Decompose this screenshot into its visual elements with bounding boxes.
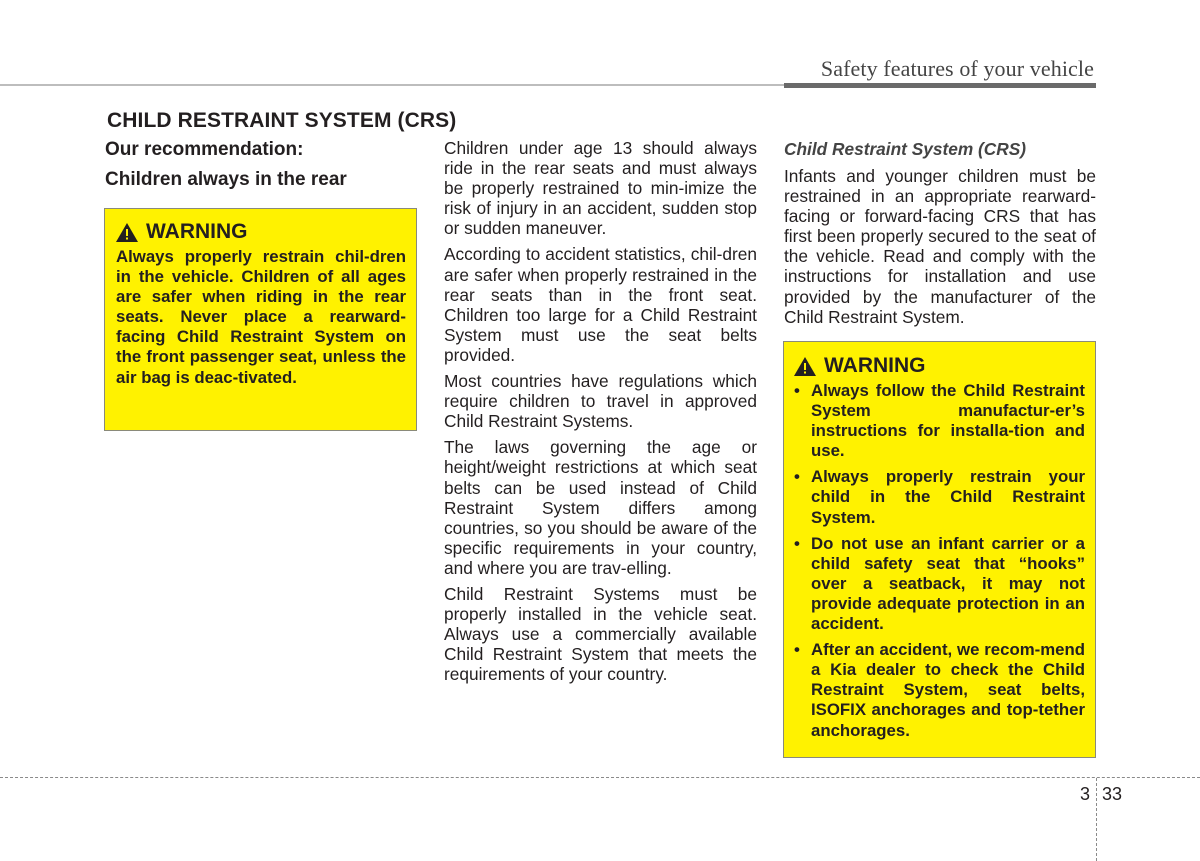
column-right — [784, 138, 1096, 333]
header-rule-accent — [784, 83, 1096, 88]
list-item: • Do not use an infant carrier or a child safety seat that “hooks” over a seatback, it may not provide adequate protection in an accident. — [794, 534, 1085, 634]
crs-subheading: Child Restraint System (CRS) — [784, 139, 1026, 159]
warning-title: WARNING — [146, 220, 248, 243]
warning-heading — [116, 220, 406, 244]
children-rear-subhead: Children always in the rear — [105, 169, 347, 190]
list-item: • Always follow the Child Restraint System manufactur-er’s instructions for installa-tion and use. — [794, 381, 1085, 461]
chapter-number: 3 — [1080, 784, 1091, 804]
footer-dashed-rule — [0, 777, 1200, 778]
warning-text: Always properly restrain chil-dren in the vehicle. Children of all ages are safer when riding in the rear seats. Never place a rearward-facing Child Restraint System on the front passenger seat, unless the air bag is deac-tivated. — [116, 247, 406, 387]
paragraph: Child Restraint Systems must be properly installed in the vehicle seat. Always use a commercially available Child Restraint System that meets the requirements of your country. — [444, 583, 757, 685]
warning-box-right — [783, 341, 1096, 758]
recommendation-subhead: Our recommendation: — [105, 139, 304, 160]
running-header-title: Safety features of your vehicle — [820, 56, 1094, 81]
column-left — [105, 139, 417, 197]
warning-title: WARNING — [824, 354, 926, 377]
list-item: • Always properly restrain your child in the Child Restraint System. — [794, 467, 1085, 527]
page-number: 33 — [1102, 784, 1123, 804]
warning-heading — [794, 354, 1085, 378]
paragraph: Most countries have regulations which require children to travel in approved Child Restraint Systems. — [444, 371, 757, 432]
warning-triangle-icon — [794, 357, 816, 376]
paragraph: According to accident statistics, chil-dren are safer when properly restrained in the rear seats than in the front seat. Children too large for a Child Restraint System must use the seat belts provided. — [444, 244, 757, 365]
list-item: • After an accident, we recom-mend a Kia dealer to check the Child Restraint System, seat belts, ISOFIX anchorages and top-tether anchorages. — [794, 640, 1085, 740]
footer-dashed-divider — [1096, 778, 1097, 861]
warning-bullet-list — [794, 381, 1085, 741]
paragraph: The laws governing the age or height/weight restrictions at which seat belts can be used instead of Child Restraint System differs among countries, so you should be aware of the specific requirements in your country, and where you are trav-elling. — [444, 437, 757, 578]
warning-box-left — [104, 208, 417, 431]
paragraph: Children under age 13 should always ride in the rear seats and must always be properly restrained to min-imize the risk of injury in an accident, sudden stop or sudden maneuver. — [444, 138, 757, 239]
warning-triangle-icon — [116, 223, 138, 242]
paragraph: Infants and younger children must be restrained in an appropriate rearward-facing or forward-facing CRS that has first been properly secured to the seat of the vehicle. Read and comply with the instructions for installation and use provided by the manufacturer of the Child Restraint System. — [784, 166, 1096, 327]
column-middle — [444, 138, 757, 690]
section-title: CHILD RESTRAINT SYSTEM (CRS) — [107, 109, 457, 132]
